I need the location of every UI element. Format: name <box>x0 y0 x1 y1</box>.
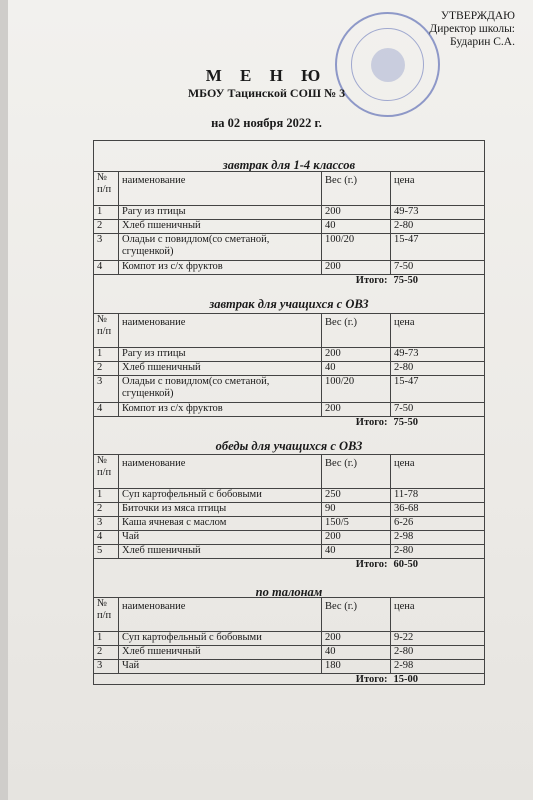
cell-name: Рагу из птицы <box>119 206 322 220</box>
total-row <box>94 674 485 690</box>
header-num: № п/п <box>94 314 119 348</box>
cell-num: 1 <box>94 489 119 503</box>
table-row <box>94 489 485 503</box>
header-weight: Вес (г.) <box>322 314 391 348</box>
menu-table <box>93 313 485 432</box>
cell-num: 2 <box>94 220 119 234</box>
cell-num: 2 <box>94 362 119 376</box>
cell-name: Компот из с/х фруктов <box>119 261 322 275</box>
cell-weight: 200 <box>322 261 391 275</box>
cell-num: 3 <box>94 234 119 261</box>
menu-table <box>93 454 485 574</box>
cell-price: 36-68 <box>391 503 485 517</box>
menu-title: М Е Н Ю <box>205 66 328 85</box>
table-row <box>94 503 485 517</box>
cell-num: 3 <box>94 376 119 403</box>
cell-num: 4 <box>94 403 119 417</box>
cell-weight: 150/5 <box>322 517 391 531</box>
cell-price: 49-73 <box>391 206 485 220</box>
total-value: 75-50 <box>393 417 418 428</box>
cell-price: 7-50 <box>391 261 485 275</box>
section-title: обеды для учащихся с ОВЗ <box>215 439 363 453</box>
section-title: по талонам <box>255 585 323 599</box>
cell-weight: 200 <box>322 531 391 545</box>
total-row <box>94 275 485 291</box>
table-row <box>94 220 485 234</box>
section-title: завтрак для 1-4 классов <box>222 158 356 172</box>
header-name: наименование <box>119 455 322 489</box>
table-row <box>94 362 485 376</box>
cell-num: 3 <box>94 660 119 674</box>
header-name: наименование <box>119 598 322 632</box>
total-label: Итого: <box>355 417 388 428</box>
table-row <box>94 348 485 362</box>
table-row <box>94 632 485 646</box>
cell-weight: 40 <box>322 220 391 234</box>
cell-num: 1 <box>94 632 119 646</box>
school-name: МБОУ Тацинской СОШ № 3 <box>187 86 346 100</box>
table-row <box>94 261 485 275</box>
header-weight: Вес (г.) <box>322 172 391 206</box>
cell-name: Хлеб пшеничный <box>119 646 322 660</box>
cell-price: 9-22 <box>391 632 485 646</box>
cell-weight: 200 <box>322 632 391 646</box>
cell-num: 4 <box>94 261 119 275</box>
cell-price: 15-47 <box>391 234 485 261</box>
total-value: 60-50 <box>393 559 418 570</box>
total-value: 75-50 <box>393 275 418 286</box>
header-name: наименование <box>119 314 322 348</box>
total-label: Итого: <box>355 275 388 286</box>
cell-price: 15-47 <box>391 376 485 403</box>
header-num: № п/п <box>94 172 119 206</box>
table-row <box>94 646 485 660</box>
cell-num: 2 <box>94 503 119 517</box>
cell-weight: 200 <box>322 206 391 220</box>
header-price: цена <box>391 598 485 632</box>
cell-num: 4 <box>94 531 119 545</box>
cell-name: Каша ячневая с маслом <box>119 517 322 531</box>
cell-name: Оладьи с повидлом(со сметаной, сгущенкой) <box>119 376 322 403</box>
header-price: цена <box>391 455 485 489</box>
approve-position: Директор школы: <box>429 23 515 35</box>
cell-weight: 40 <box>322 545 391 559</box>
cell-name: Биточки из мяса птицы <box>119 503 322 517</box>
cell-weight: 40 <box>322 362 391 376</box>
table-row <box>94 545 485 559</box>
menu-date: на 02 ноября 2022 г. <box>211 116 322 130</box>
cell-weight: 180 <box>322 660 391 674</box>
table-row <box>94 660 485 674</box>
total-row <box>94 559 485 575</box>
cell-price: 49-73 <box>391 348 485 362</box>
header-price: цена <box>391 314 485 348</box>
cell-weight: 40 <box>322 646 391 660</box>
table-header-row <box>94 314 485 348</box>
cell-weight: 200 <box>322 348 391 362</box>
cell-price: 2-80 <box>391 220 485 234</box>
cell-price: 11-78 <box>391 489 485 503</box>
table-row <box>94 517 485 531</box>
approve-name: Бударин С.А. <box>450 36 515 48</box>
cell-weight: 100/20 <box>322 234 391 261</box>
cell-weight: 100/20 <box>322 376 391 403</box>
cell-name: Хлеб пшеничный <box>119 545 322 559</box>
header-num: № п/п <box>94 598 119 632</box>
cell-name: Хлеб пшеничный <box>119 220 322 234</box>
cell-weight: 90 <box>322 503 391 517</box>
cell-price: 7-50 <box>391 403 485 417</box>
cell-num: 2 <box>94 646 119 660</box>
cell-num: 1 <box>94 348 119 362</box>
table-row <box>94 403 485 417</box>
header-num: № п/п <box>94 455 119 489</box>
table-row <box>94 234 485 261</box>
table-row <box>94 376 485 403</box>
header-price: цена <box>391 172 485 206</box>
cell-name: Хлеб пшеничный <box>119 362 322 376</box>
cell-num: 5 <box>94 545 119 559</box>
cell-num: 3 <box>94 517 119 531</box>
cell-name: Суп картофельный с бобовыми <box>119 489 322 503</box>
cell-price: 2-98 <box>391 531 485 545</box>
cell-price: 2-80 <box>391 362 485 376</box>
cell-name: Оладьи с повидлом(со сметаной, сгущенкой) <box>119 234 322 261</box>
table-header-row <box>94 598 485 632</box>
menu-table <box>93 597 485 689</box>
header-weight: Вес (г.) <box>322 598 391 632</box>
cell-name: Компот из с/х фруктов <box>119 403 322 417</box>
cell-weight: 250 <box>322 489 391 503</box>
cell-price: 2-80 <box>391 545 485 559</box>
approval-block <box>429 10 515 49</box>
cell-num: 1 <box>94 206 119 220</box>
cell-name: Суп картофельный с бобовыми <box>119 632 322 646</box>
cell-weight: 200 <box>322 403 391 417</box>
header-name: наименование <box>119 172 322 206</box>
table-row <box>94 206 485 220</box>
header-weight: Вес (г.) <box>322 455 391 489</box>
cell-price: 2-98 <box>391 660 485 674</box>
cell-name: Рагу из птицы <box>119 348 322 362</box>
cell-name: Чай <box>119 531 322 545</box>
table-header-row <box>94 172 485 206</box>
total-label: Итого: <box>355 559 388 570</box>
school-seal-stamp <box>335 12 440 117</box>
table-row <box>94 531 485 545</box>
cell-price: 2-80 <box>391 646 485 660</box>
total-row <box>94 417 485 433</box>
total-label: Итого: <box>355 674 388 685</box>
total-value: 15-00 <box>393 674 418 685</box>
cell-name: Чай <box>119 660 322 674</box>
section-title: завтрак для учащихся с ОВЗ <box>209 297 369 311</box>
cell-price: 6-26 <box>391 517 485 531</box>
approve-title: УТВЕРЖДАЮ <box>440 10 515 22</box>
menu-table <box>93 171 485 290</box>
table-header-row <box>94 455 485 489</box>
